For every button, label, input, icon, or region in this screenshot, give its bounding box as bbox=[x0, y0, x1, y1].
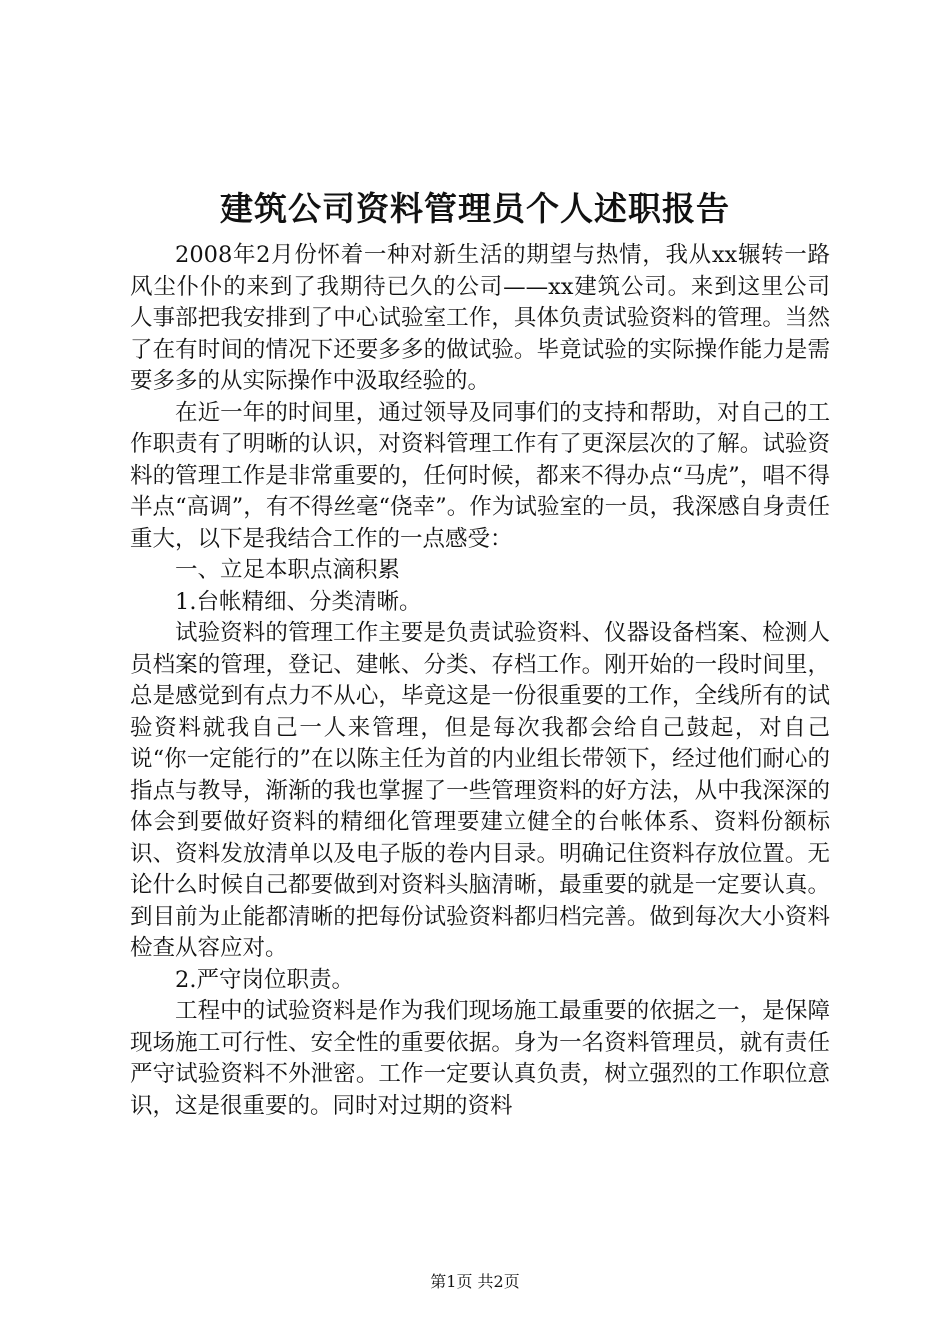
paragraph: 2008年2月份怀着一种对新生活的期望与热情，我从xx辗转一路风尘仆仆的来到了我期待已久的公司——xx建筑公司。来到这里公司人事部把我安排到了中心试验室工作，具体负责试验资料的管理。当然了在有时间的情况下还要多多的做试验。毕竟试验的实际操作能力是需要多多的从实际操作中汲取经验的。 bbox=[130, 242, 830, 394]
subsection-heading: 2.严守岗位职责。 bbox=[175, 966, 354, 993]
section-heading: 一、立足本职点滴积累 bbox=[175, 557, 401, 583]
document-title: 建筑公司资料管理员个人述职报告 bbox=[220, 189, 730, 228]
paragraph: 在近一年的时间里，通过领导及同事们的支持和帮助，对自己的工作职责有了明晰的认识，对资料管理工作有了更深层次的了解。试验资料的管理工作是非常重要的，任何时候，都来不得办点“马虎”，唱不得半点“高调”，有不得丝毫“侥幸”。作为试验室的一员，我深感自身责任重大，以下是我结合工作的一点感受： bbox=[130, 399, 830, 552]
subsection-heading: 1.台帐精细、分类清晰。 bbox=[175, 588, 422, 615]
document-body bbox=[130, 240, 830, 1122]
page-number-footer: 第1页 共2页 bbox=[430, 1272, 520, 1291]
paragraph: 试验资料的管理工作主要是负责试验资料、仪器设备档案、检测人员档案的管理，登记、建帐、分类、存档工作。刚开始的一段时间里，总是感觉到有点力不从心，毕竟这是一份很重要的工作，全线所有的试验资料就我自己一人来管理，但是每次我都会给自己鼓起，对自己说“你一定能行的”在以陈主任为首的内业组长带领下，经过他们耐心的指点与教导，渐渐的我也掌握了一些管理资料的好方法，从中我深深的体会到要做好资料的精细化管理要建立健全的台帐体系、资料份额标识、资料发放清单以及电子版的卷内目录。明确记住资料存放位置。无论什么时候自己都要做到对资料头脑清晰，最重要的就是一定要认真。到目前为止能都清晰的把每份试验资料都归档完善。做到每次大小资料检查从容应对。 bbox=[130, 620, 830, 961]
paragraph: 工程中的试验资料是作为我们现场施工最重要的依据之一，是保障现场施工可行性、安全性的重要依据。身为一名资料管理员，就有责任严守试验资料不外泄密。工作一定要认真负责，树立强烈的工作职位意识，这是很重要的。同时对过期的资料 bbox=[130, 998, 830, 1119]
